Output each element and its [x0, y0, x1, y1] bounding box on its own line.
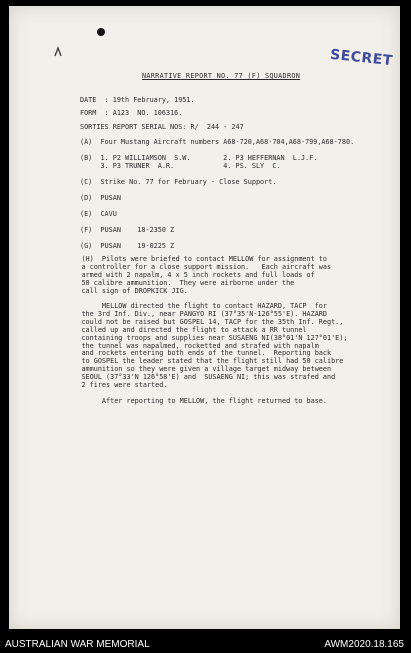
item-b-line-2: 3. P3 TRUNER A.R. 4. PS. SLY C.: [80, 162, 281, 170]
paragraph-h: (H) Pilots were briefed to contact MELLOW for assignment to a controller for a close support mission. Each aircraft was armed with 2 napalm, 4 x 5 inch rockets and full loads of 50 calibre ammunition. They were airborne under the call sign of DROPKICK JIG.: [81, 255, 332, 295]
form-line: FORM : A123 NO. 106316.: [80, 109, 183, 117]
item-f: (F) PUSAN 18-2350 Z: [80, 226, 175, 234]
sorties-line: SORTIES REPORT SERIAL NOS: R/ 244 - 247: [80, 123, 244, 131]
footer-accession: AWM2020.18.165: [324, 639, 404, 650]
date-line: DATE : 19th February, 1951.: [80, 96, 195, 104]
paper-clip-mark: [53, 46, 63, 58]
item-b-line-1: (B) 1. P2 WILLIAMSON S.W. 2. P3 HEFFERNAN L.J.F.: [80, 154, 318, 162]
footer-institution: AUSTRALIAN WAR MEMORIAL: [5, 639, 150, 650]
report-title: NARRATIVE REPORT NO. 77 (F) SQUADRON: [142, 72, 301, 80]
document-page: [9, 6, 400, 629]
punch-hole: [97, 28, 105, 36]
item-g: (G) PUSAN 19-0225 Z: [80, 242, 175, 250]
item-d: (D) PUSAN: [80, 194, 121, 202]
item-e: (E) CAVU: [80, 210, 117, 218]
item-a: (A) Four Mustang Aircraft numbers A68-720,A68-704,A68-799,A68-780.: [80, 138, 355, 146]
item-c: (C) Strike No. 77 for February - Close Support.: [80, 178, 277, 186]
paragraph-mellow: MELLOW directed the flight to contact HAZARD, TACP for the 3rd Inf. Div., near PANGYO RI (37°35'N-126°55'E). HAZARD could not be raised but GOSPEL 14, TACP for the 35th Inf. Regt., called up and directed the flight to attack a RR tunnel containing troops and supplies near SUSAENG NI(38°01'N 127°01'E); the tunnel was napalmed, rocketted and strafed with napalm and rockets entering both ends of the tunnel. Reporting back to GOSPEL the leader stated that the flight still had 50 calibre ammunition so they were given a village target midway between SEOUL (37°33'N 126°58'E) and SUSAENG NI; this was strafed and 2 fires were started.: [81, 302, 348, 390]
paragraph-return: After reporting to MELLOW, the flight returned to base.: [61, 397, 327, 405]
secret-stamp: SECRET: [329, 46, 394, 70]
